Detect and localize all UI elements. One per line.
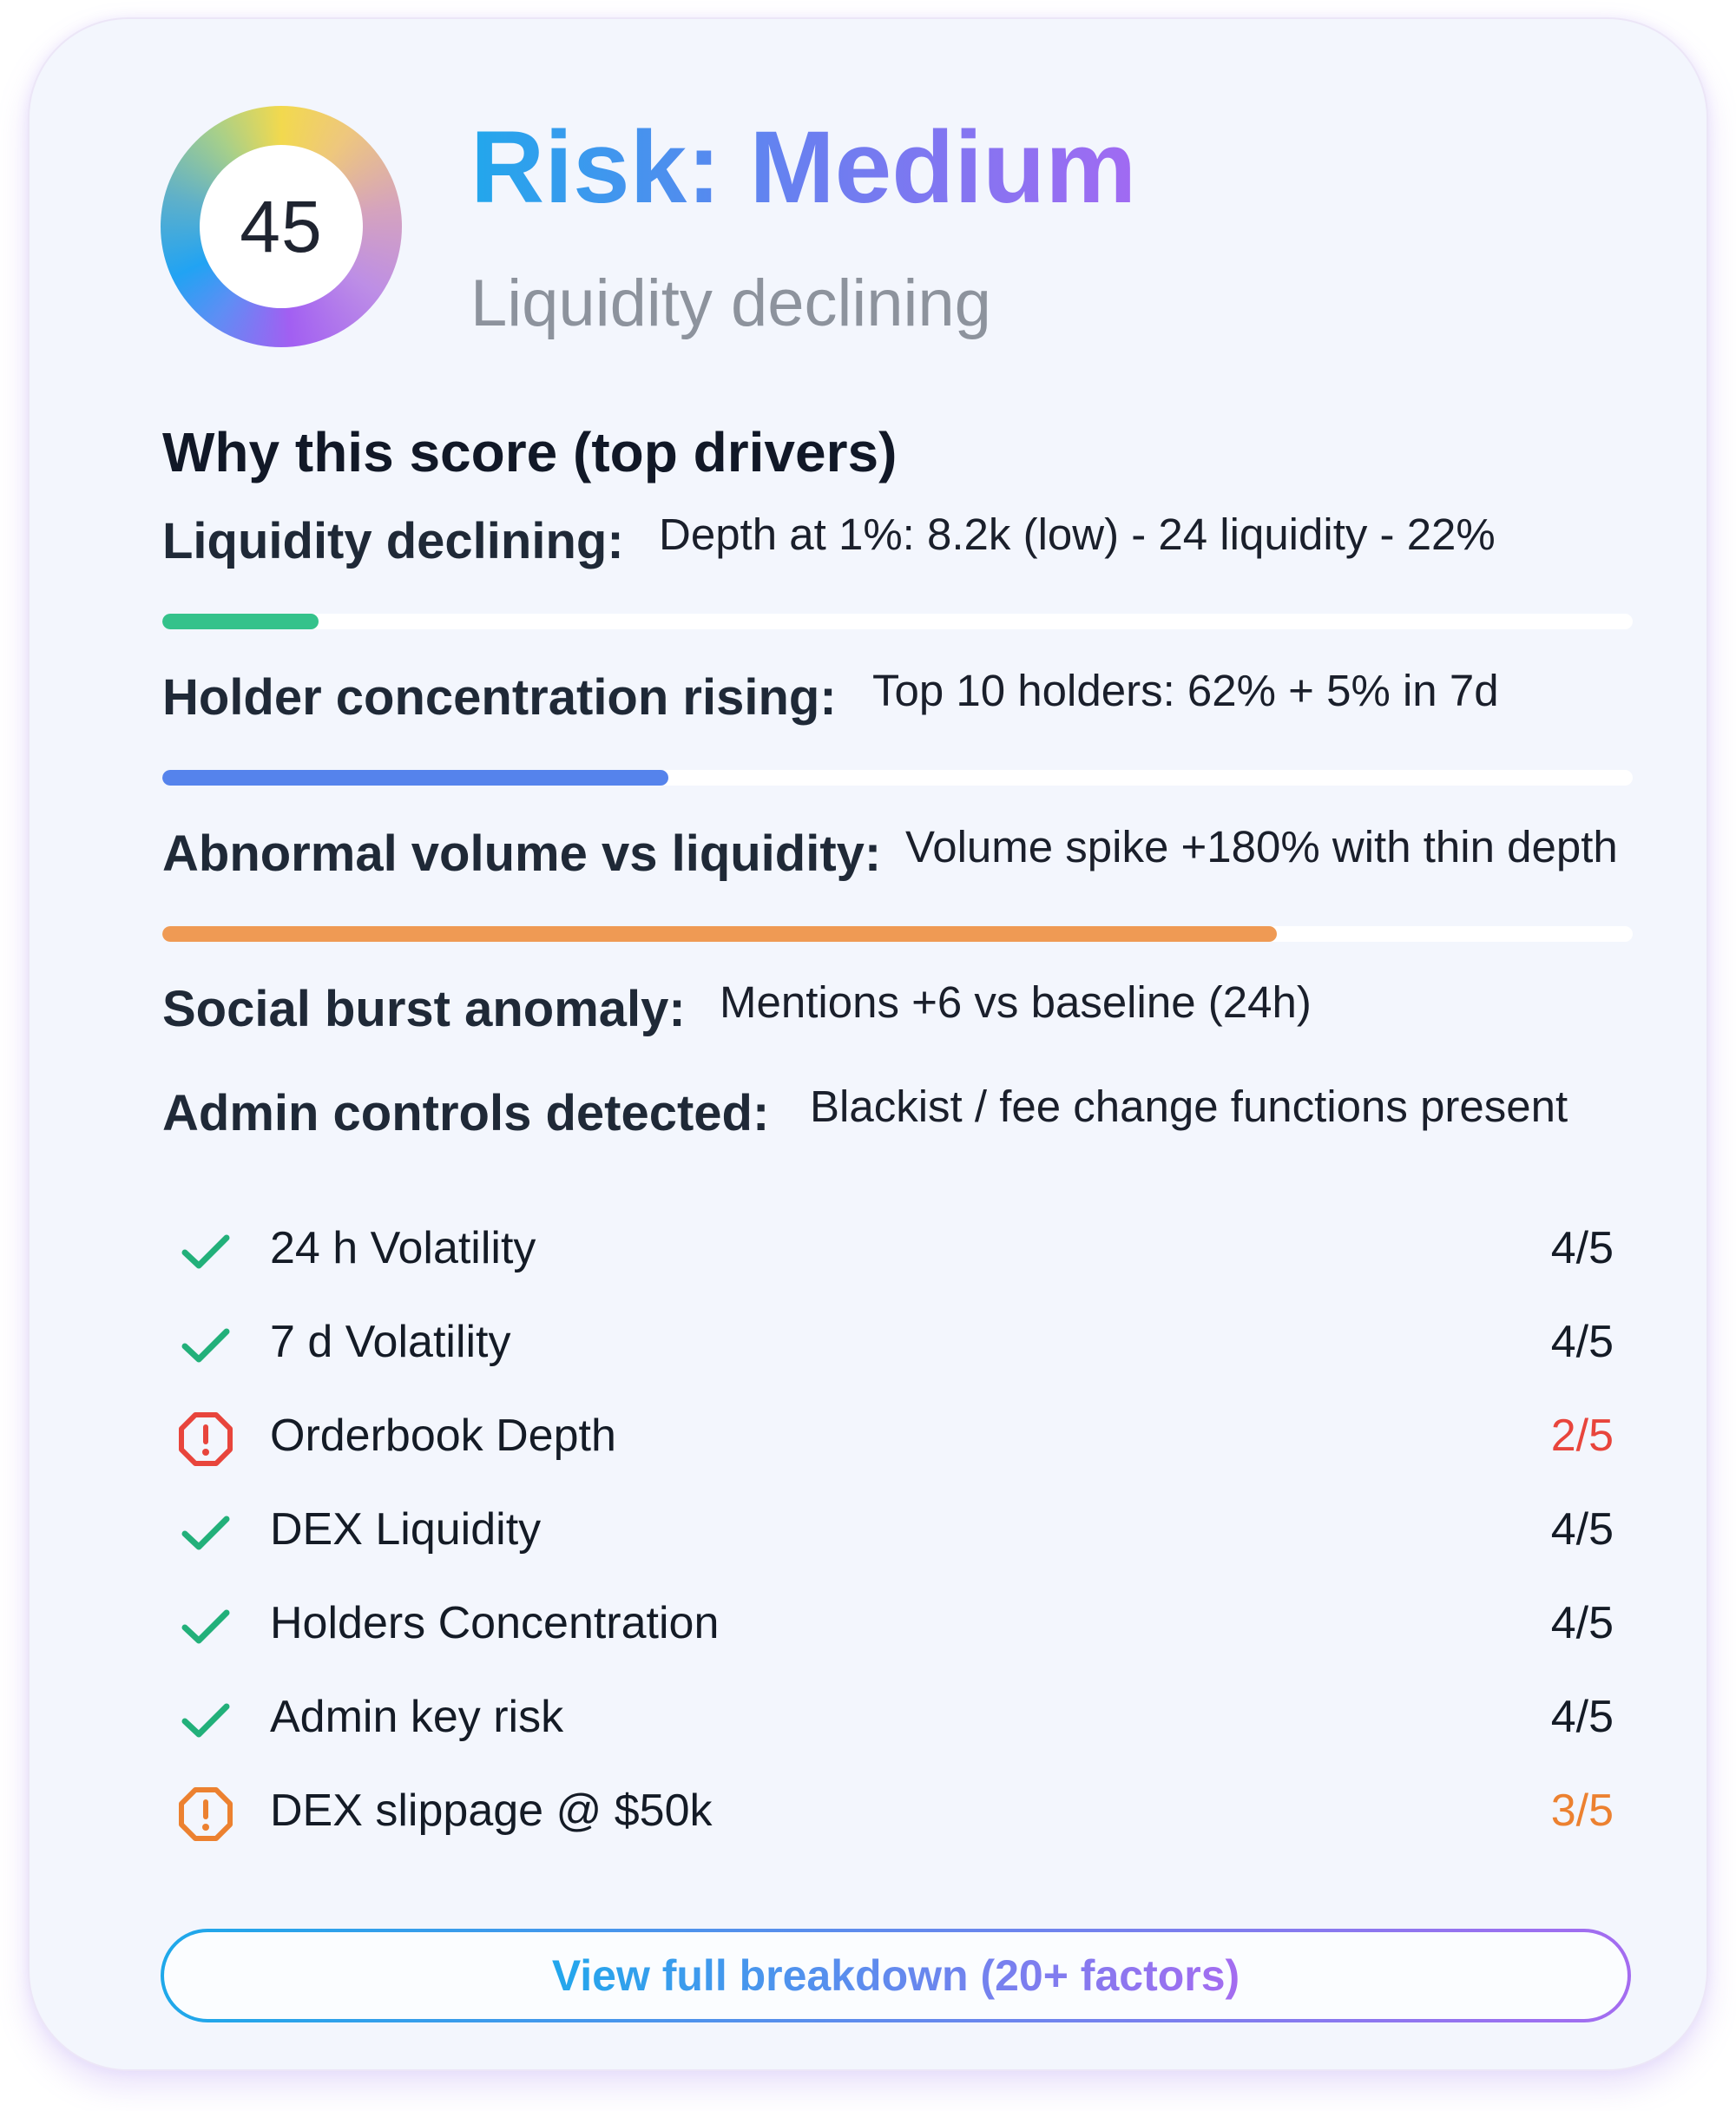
driver-label: Social burst anomaly: (162, 981, 686, 1037)
alert-octagon-icon (176, 1410, 235, 1469)
risk-score-value: 45 (200, 145, 363, 308)
driver-holder-concentration (162, 666, 1499, 727)
factor-dex-liquidity (162, 1496, 1614, 1557)
factor-7d-volatility (162, 1309, 1614, 1370)
driver-liquidity-declining (162, 510, 1496, 570)
risk-score-gauge (161, 106, 402, 347)
factor-label: Holders Concentration (270, 1598, 720, 1648)
risk-subtitle: Liquidity declining (470, 266, 991, 340)
factor-orderbook-depth (162, 1403, 1614, 1463)
view-full-breakdown-label: View full breakdown (20+ factors) (551, 1951, 1240, 2000)
drivers-section-title: Why this score (top drivers) (162, 421, 898, 483)
factor-dex-slippage (162, 1778, 1614, 1838)
factor-score: 3/5 (1550, 1785, 1614, 1836)
factor-score: 2/5 (1550, 1411, 1614, 1461)
factor-label: 7 d Volatility (270, 1317, 511, 1367)
factor-24h-volatility (162, 1215, 1614, 1276)
risk-level-title: Risk: Medium (470, 110, 1137, 225)
factor-admin-key-risk (162, 1684, 1614, 1745)
driver-label: Abnormal volume vs liquidity: (162, 825, 882, 882)
view-full-breakdown-button[interactable] (161, 1929, 1631, 2022)
driver-detail: Depth at 1%: 8.2k (low) - 24 liquidity - 22% (659, 510, 1496, 559)
driver-abnormal-volume (162, 822, 1618, 883)
driver-bar-fill (162, 770, 668, 786)
factor-score: 4/5 (1550, 1598, 1614, 1648)
driver-detail: Blackist / fee change functions present (810, 1082, 1568, 1131)
alert-octagon-icon (176, 1785, 235, 1844)
check-icon (176, 1597, 235, 1656)
factor-label: DEX Liquidity (270, 1504, 542, 1555)
factor-label: DEX slippage @ $50k (270, 1785, 713, 1836)
factor-holders-concentration (162, 1590, 1614, 1651)
driver-label: Liquidity declining: (162, 513, 624, 569)
factor-score: 4/5 (1550, 1223, 1614, 1273)
check-icon (176, 1222, 235, 1281)
driver-label: Holder concentration rising: (162, 669, 837, 726)
factor-score: 4/5 (1550, 1317, 1614, 1367)
driver-bar-holders (162, 770, 1633, 786)
driver-bar-fill (162, 614, 319, 629)
driver-admin-controls (162, 1082, 1568, 1142)
driver-detail: Volume spike +180% with thin depth (905, 822, 1618, 871)
factor-label: Orderbook Depth (270, 1411, 616, 1461)
factor-score: 4/5 (1550, 1504, 1614, 1555)
driver-detail: Top 10 holders: 62% + 5% in 7d (872, 666, 1499, 715)
driver-bar-liquidity (162, 614, 1633, 629)
driver-bar-fill (162, 926, 1277, 942)
risk-card (28, 17, 1708, 2071)
factor-label: Admin key risk (270, 1692, 564, 1742)
factor-label: 24 h Volatility (270, 1223, 536, 1273)
driver-detail: Mentions +6 vs baseline (24h) (720, 977, 1312, 1027)
check-icon (176, 1316, 235, 1375)
check-icon (176, 1503, 235, 1562)
driver-social-burst (162, 977, 1312, 1038)
driver-label: Admin controls detected: (162, 1085, 770, 1141)
driver-bar-volume (162, 926, 1633, 942)
check-icon (176, 1691, 235, 1750)
factor-score: 4/5 (1550, 1692, 1614, 1742)
